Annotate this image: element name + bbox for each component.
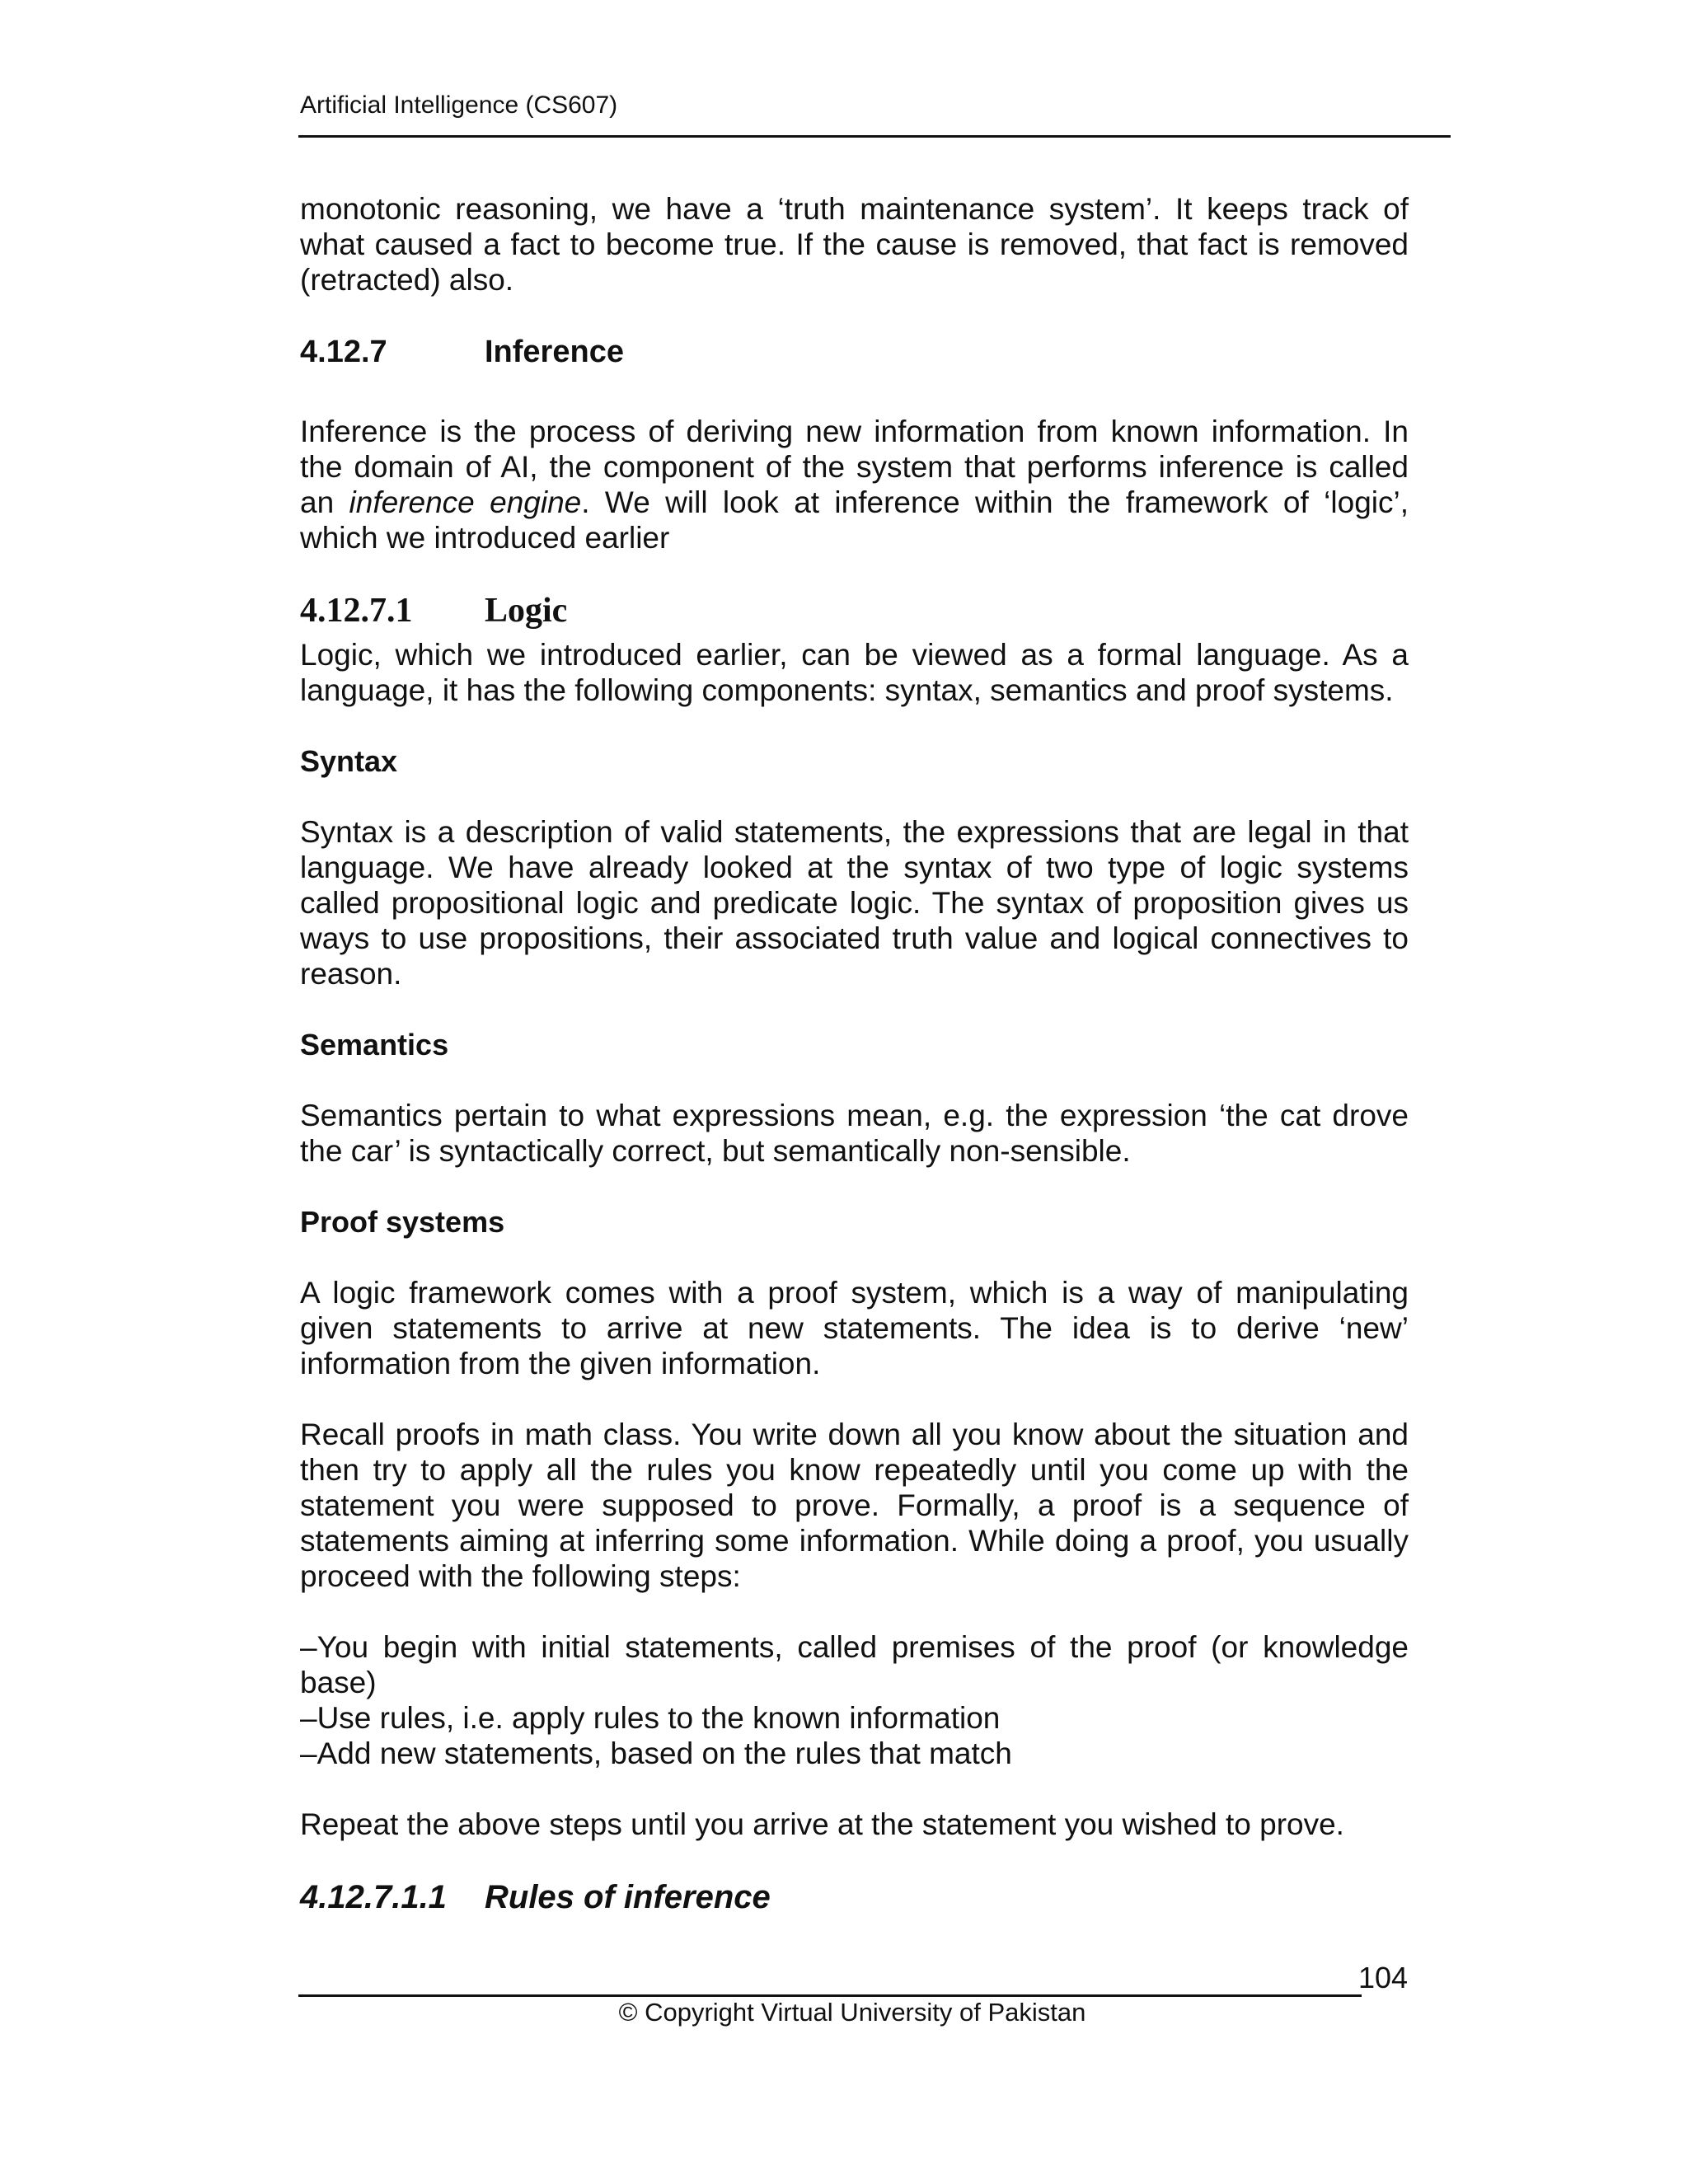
inference-text-end: . We will look at inference within the framework of ‘logic’, which we introduced earlier [300,485,1409,555]
proof-systems-heading: Proof systems [300,1205,505,1239]
proof-paragraph-2: Recall proofs in math class. You write down all you know about the situation and then try to apply all the rules you know repeatedly until you come up with the statement you were supposed to prove. Formally, a proof is a sequence of statements aiming at inferring some information. While doing a proof, you usually proceed with the following steps: [300,1418,1409,1593]
logic-paragraph: Logic, which we introduced earlier, can be viewed as a formal language. As a language, it has the following components: syntax, semantics and proof systems. [300,638,1409,707]
section-title: Inference [485,335,624,369]
syntax-heading: Syntax [300,744,398,778]
header-rule [298,135,1451,138]
repeat-paragraph: Repeat the above steps until you arrive at the statement you wished to prove. [300,1807,1344,1841]
steps-list [300,1629,1409,1771]
inference-engine-term: inference engine [349,485,582,519]
running-header: Artificial Intelligence (CS607) [300,91,618,119]
footer-rule [298,1994,1362,1997]
intro-paragraph: monotonic reasoning, we have a ‘truth maintenance system’. It keeps track of what caused a fact to become true. If the cause is removed, that fact is removed (retracted) also. [300,192,1409,297]
inference-paragraph [300,414,1409,555]
list-item: –You begin with initial statements, called premises of the proof (or knowledge base) [300,1630,1409,1699]
section-heading-rules-of-inference [300,1877,1409,1917]
semantics-paragraph: Semantics pertain to what expressions mean, e.g. the expression ‘the cat drove the car’ is syntactically correct, but semantically non-sensible. [300,1099,1409,1168]
inference-text-start: Inference is the process of deriving new information from known information. In the domain of AI, the component of the system that performs inference is called an [300,415,1409,519]
copyright-footer: © Copyright Virtual University of Pakistan [618,1998,1086,2027]
list-item: –Add new statements, based on the rules that match [300,1736,1012,1770]
page-content [300,191,1409,1917]
syntax-paragraph: Syntax is a description of valid statements, the expressions that are legal in that language. We have already looked at the syntax of two type of logic systems called propositional logic and predicate logic. The syntax of proposition gives us ways to use propositions, their associated truth value and logical connectives to reason. [300,815,1409,991]
section-title: Logic [485,592,568,630]
section-heading-logic [300,591,1409,630]
proof-paragraph-1: A logic framework comes with a proof system, which is a way of manipulating given statements to arrive at new statements. The idea is to derive ‘new’ information from the given information. [300,1276,1409,1380]
section-number: 4.12.7.1.1 [300,1879,447,1915]
section-title: Rules of inference [485,1879,771,1915]
list-item: –Use rules, i.e. apply rules to the known information [300,1701,1001,1735]
semantics-heading: Semantics [300,1028,449,1062]
section-number: 4.12.7.1 [300,592,413,630]
section-number: 4.12.7 [300,335,387,369]
page-number: 104 [1358,1961,1409,1994]
section-heading-inference [300,333,1409,371]
